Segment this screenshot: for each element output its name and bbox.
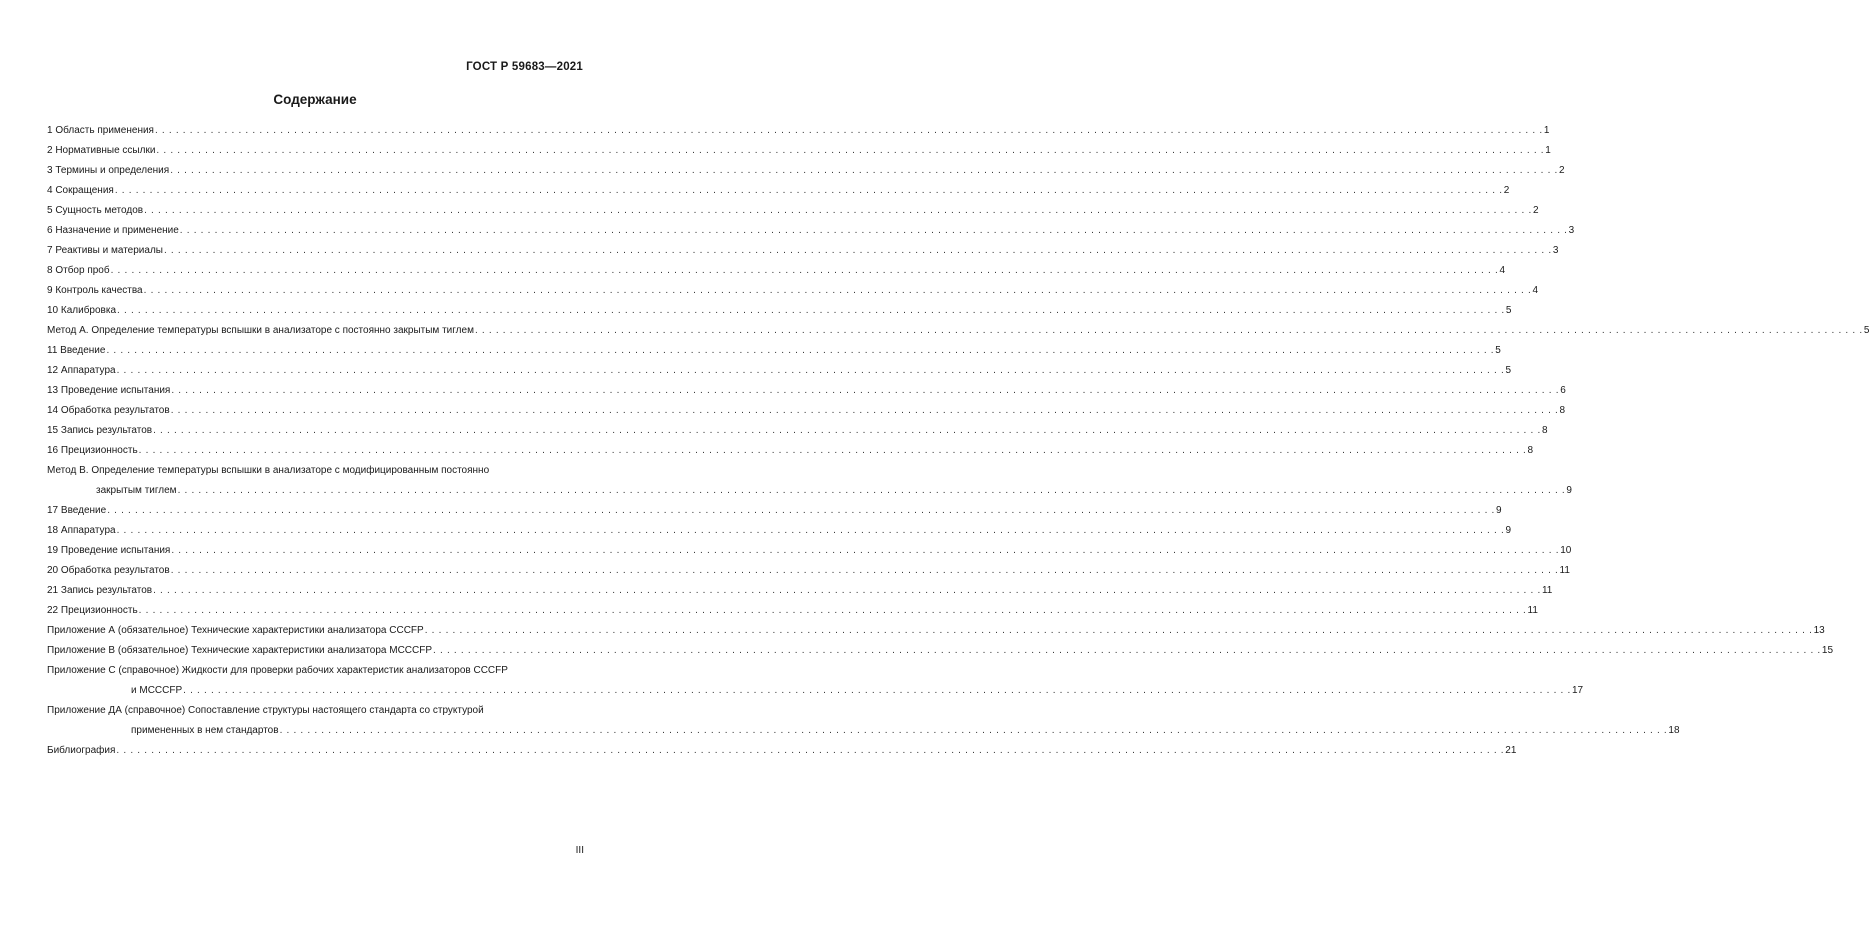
- toc-entry-page: 4: [1532, 285, 1539, 296]
- toc-entry-page: 5: [1863, 325, 1869, 336]
- toc-leader-dots: . . . . . . . . . . . . . . . . . . . . . . . . . . . . . . . . . . . . . . . . . . . . . . . . . . . . . . . . . . . . . . . . . . . . . . . . . . . . . . . . . . . . . . . . . . . . . . . . . . . . . . . . . . . . . . . . . . . . . . . . . . . . . . . . . . . . . . . . . . . . . . . . . . . . . . . . . . . . . . . . . . . . . . . . . . . . . . . . . . . . . . . . . . . . . . . . . . . . . . . .: [156, 145, 1545, 156]
- toc-entry-label: 10 Калибровка: [47, 305, 117, 316]
- toc-leader-dots: . . . . . . . . . . . . . . . . . . . . . . . . . . . . . . . . . . . . . . . . . . . . . . . . . . . . . . . . . . . . . . . . . . . . . . . . . . . . . . . . . . . . . . . . . . . . . . . . . . . . . . . . . . . . . . . . . . . . . . . . . . . . . . . . . . . . . . . . . . . . . . . . . . . . . . . . . . . . . . . . . . . . . . . . . . . . . . . . . . . . . . . . . . . . . . . . . . . . . . . .: [424, 625, 1813, 636]
- toc-entry-label: 17 Введение: [47, 505, 107, 516]
- toc-entry[interactable]: [47, 281, 1539, 301]
- toc-leader-dots: . . . . . . . . . . . . . . . . . . . . . . . . . . . . . . . . . . . . . . . . . . . . . . . . . . . . . . . . . . . . . . . . . . . . . . . . . . . . . . . . . . . . . . . . . . . . . . . . . . . . . . . . . . . . . . . . . . . . . . . . . . . . . . . . . . . . . . . . . . . . . . . . . . . . . . . . . . . . . . . . . . . . . . . . . . . . . . . . . . . . . . . . . . . . . . . . . . . . . . . .: [114, 185, 1503, 196]
- toc-entry[interactable]: [47, 561, 1570, 581]
- page-title: Содержание: [273, 92, 357, 107]
- toc-leader-dots: . . . . . . . . . . . . . . . . . . . . . . . . . . . . . . . . . . . . . . . . . . . . . . . . . . . . . . . . . . . . . . . . . . . . . . . . . . . . . . . . . . . . . . . . . . . . . . . . . . . . . . . . . . . . . . . . . . . . . . . . . . . . . . . . . . . . . . . . . . . . . . . . . . . . . . . . . . . . . . . . . . . . . . . . . . . . . . . . . . . . . . . . . . . . . . . . . . . . . . . .: [138, 605, 1527, 616]
- toc-entry-page: 8: [1541, 425, 1548, 436]
- toc-leader-dots: . . . . . . . . . . . . . . . . . . . . . . . . . . . . . . . . . . . . . . . . . . . . . . . . . . . . . . . . . . . . . . . . . . . . . . . . . . . . . . . . . . . . . . . . . . . . . . . . . . . . . . . . . . . . . . . . . . . . . . . . . . . . . . . . . . . . . . . . . . . . . . . . . . . . . . . . . . . . . . . . . . . . . . . . . . . . . . . . . . . . . . . . . . . . . . . . . . . . . . . .: [110, 265, 1499, 276]
- toc-entry-label: Приложение В (обязательное) Технические характеристики анализатора MCCCFP: [47, 645, 433, 656]
- toc-entry-label: 7 Реактивы и материалы: [47, 245, 163, 256]
- toc-entry-page: 9: [1496, 505, 1502, 516]
- toc-leader-dots: . . . . . . . . . . . . . . . . . . . . . . . . . . . . . . . . . . . . . . . . . . . . . . . . . . . . . . . . . . . . . . . . . . . . . . . . . . . . . . . . . . . . . . . . . . . . . . . . . . . . . . . . . . . . . . . . . . . . . . . . . . . . . . . . . . . . . . . . . . . . . . . . . . . . . . . . . . . . . . . . . . . . . . . . . . . . . . . . . . . . . . . . . . . . . . . . . . . . . . . .: [117, 305, 1505, 316]
- toc-leader-dots: . . . . . . . . . . . . . . . . . . . . . . . . . . . . . . . . . . . . . . . . . . . . . . . . . . . . . . . . . . . . . . . . . . . . . . . . . . . . . . . . . . . . . . . . . . . . . . . . . . . . . . . . . . . . . . . . . . . . . . . . . . . . . . . . . . . . . . . . . . . . . . . . . . . . . . . . . . . . . . . . . . . . . . . . . . . . . . . . . . . . . . . . . . . . . . . . . . . . . . . .: [170, 565, 1559, 576]
- standard-code: ГОСТ Р 59683—2021: [466, 61, 583, 73]
- toc-entry[interactable]: [47, 601, 1538, 621]
- toc-entry[interactable]: [47, 721, 1680, 741]
- toc-entry-label: Метод А. Определение температуры вспышки в анализаторе с постоянно закрытым тиглем: [47, 325, 474, 336]
- toc-entry-page: 3: [1552, 245, 1559, 256]
- toc-entry-page: 2: [1503, 185, 1510, 196]
- toc-entry-heading: Приложение С (справочное) Жидкости для проверки рабочих характеристик анализаторов CCCFP: [47, 665, 508, 676]
- toc-entry-label: 4 Сокращения: [47, 185, 114, 196]
- toc-entry-page: 11: [1527, 605, 1538, 616]
- toc-entry-label: 11 Введение: [47, 345, 106, 356]
- toc-entry-label: примененных в нем стандартов: [131, 725, 279, 736]
- toc-leader-dots: . . . . . . . . . . . . . . . . . . . . . . . . . . . . . . . . . . . . . . . . . . . . . . . . . . . . . . . . . . . . . . . . . . . . . . . . . . . . . . . . . . . . . . . . . . . . . . . . . . . . . . . . . . . . . . . . . . . . . . . . . . . . . . . . . . . . . . . . . . . . . . . . . . . . . . . . . . . . . . . . . . . . . . . . . . . . . . . . . . . . . . . . . . . . . . . . . . . . . . . .: [153, 425, 1541, 436]
- toc-leader-dots: . . . . . . . . . . . . . . . . . . . . . . . . . . . . . . . . . . . . . . . . . . . . . . . . . . . . . . . . . . . . . . . . . . . . . . . . . . . . . . . . . . . . . . . . . . . . . . . . . . . . . . . . . . . . . . . . . . . . . . . . . . . . . . . . . . . . . . . . . . . . . . . . . . . . . . . . . . . . . . . . . . . . . . . . . . . . . . . . . . . . . . . . . . . . . . . . . . . . . . . .: [143, 285, 1532, 296]
- toc-entry-label: 8 Отбор проб: [47, 265, 110, 276]
- toc-leader-dots: . . . . . . . . . . . . . . . . . . . . . . . . . . . . . . . . . . . . . . . . . . . . . . . . . . . . . . . . . . . . . . . . . . . . . . . . . . . . . . . . . . . . . . . . . . . . . . . . . . . . . . . . . . . . . . . . . . . . . . . . . . . . . . . . . . . . . . . . . . . . . . . . . . . . . . . . . . . . . . . . . . . . . . . . . . . . . . . . . . . . . . . . . . . . . . . . . . . . . . . .: [107, 505, 1496, 516]
- toc-entry-page: 11: [1541, 585, 1553, 596]
- toc-leader-dots: . . . . . . . . . . . . . . . . . . . . . . . . . . . . . . . . . . . . . . . . . . . . . . . . . . . . . . . . . . . . . . . . . . . . . . . . . . . . . . . . . . . . . . . . . . . . . . . . . . . . . . . . . . . . . . . . . . . . . . . . . . . . . . . . . . . . . . . . . . . . . . . . . . . . . . . . . . . . . . . . . . . . . . . . . . . . . . . . . . . . . . . . . . . . . . . . . . . . . . . .: [154, 125, 1543, 136]
- toc-leader-dots: . . . . . . . . . . . . . . . . . . . . . . . . . . . . . . . . . . . . . . . . . . . . . . . . . . . . . . . . . . . . . . . . . . . . . . . . . . . . . . . . . . . . . . . . . . . . . . . . . . . . . . . . . . . . . . . . . . . . . . . . . . . . . . . . . . . . . . . . . . . . . . . . . . . . . . . . . . . . . . . . . . . . . . . . . . . . . . . . . . . . . . . . . . . . . . . . . . . . . . . .: [279, 725, 1668, 736]
- toc-entry-page: 4: [1499, 265, 1506, 276]
- toc-leader-dots: . . . . . . . . . . . . . . . . . . . . . . . . . . . . . . . . . . . . . . . . . . . . . . . . . . . . . . . . . . . . . . . . . . . . . . . . . . . . . . . . . . . . . . . . . . . . . . . . . . . . . . . . . . . . . . . . . . . . . . . . . . . . . . . . . . . . . . . . . . . . . . . . . . . . . . . . . . . . . . . . . . . . . . . . . . . . . . . . . . . . . . . . . . . . . . . . . . . . . . . .: [138, 445, 1527, 456]
- toc-entry-page: 2: [1559, 165, 1565, 176]
- toc-entry-label: Приложение А (обязательное) Технические характеристики анализатора CCCFP: [47, 625, 424, 636]
- toc-entry[interactable]: [47, 581, 1553, 601]
- toc-leader-dots: . . . . . . . . . . . . . . . . . . . . . . . . . . . . . . . . . . . . . . . . . . . . . . . . . . . . . . . . . . . . . . . . . . . . . . . . . . . . . . . . . . . . . . . . . . . . . . . . . . . . . . . . . . . . . . . . . . . . . . . . . . . . . . . . . . . . . . . . . . . . . . . . . . . . . . . . . . . . . . . . . . . . . . . . . . . . . . . . . . . . . . . . . . . . . . . . . . . . . . . .: [177, 485, 1566, 496]
- toc-entry[interactable]: [47, 221, 1575, 241]
- toc-entry-label: 3 Термины и определения: [47, 165, 170, 176]
- toc-entry[interactable]: [47, 141, 1551, 161]
- toc-entry-page: 3: [1568, 225, 1575, 236]
- page-number: III: [575, 845, 584, 856]
- toc-entry[interactable]: [47, 121, 1550, 141]
- toc-entry-page: 9: [1566, 485, 1572, 496]
- toc-entry-label: 22 Прецизионность: [47, 605, 138, 616]
- toc-entry[interactable]: [47, 321, 1869, 341]
- toc-entry[interactable]: [47, 261, 1506, 281]
- toc-entry-page: 11: [1559, 565, 1570, 576]
- toc-leader-dots: . . . . . . . . . . . . . . . . . . . . . . . . . . . . . . . . . . . . . . . . . . . . . . . . . . . . . . . . . . . . . . . . . . . . . . . . . . . . . . . . . . . . . . . . . . . . . . . . . . . . . . . . . . . . . . . . . . . . . . . . . . . . . . . . . . . . . . . . . . . . . . . . . . . . . . . . . . . . . . . . . . . . . . . . . . . . . . . . . . . . . . . . . . . . . . . . . . . . . . . .: [179, 225, 1568, 236]
- toc-leader-dots: . . . . . . . . . . . . . . . . . . . . . . . . . . . . . . . . . . . . . . . . . . . . . . . . . . . . . . . . . . . . . . . . . . . . . . . . . . . . . . . . . . . . . . . . . . . . . . . . . . . . . . . . . . . . . . . . . . . . . . . . . . . . . . . . . . . . . . . . . . . . . . . . . . . . . . . . . . . . . . . . . . . . . . . . . . . . . . . . . . . . . . . . . . . . . . . . . . . . . . . .: [163, 245, 1552, 256]
- toc-entry[interactable]: [47, 501, 1502, 521]
- toc-entry-page: 6: [1560, 385, 1566, 396]
- toc-entry-label: 2 Нормативные ссылки: [47, 145, 156, 156]
- toc-leader-dots: . . . . . . . . . . . . . . . . . . . . . . . . . . . . . . . . . . . . . . . . . . . . . . . . . . . . . . . . . . . . . . . . . . . . . . . . . . . . . . . . . . . . . . . . . . . . . . . . . . . . . . . . . . . . . . . . . . . . . . . . . . . . . . . . . . . . . . . . . . . . . . . . . . . . . . . . . . . . . . . . . . . . . . . . . . . . . . . . . . . . . . . . . . . . . . . . . . . . . . . .: [116, 365, 1505, 376]
- toc-entry-label: 20 Обработка результатов: [47, 565, 170, 576]
- toc-leader-dots: . . . . . . . . . . . . . . . . . . . . . . . . . . . . . . . . . . . . . . . . . . . . . . . . . . . . . . . . . . . . . . . . . . . . . . . . . . . . . . . . . . . . . . . . . . . . . . . . . . . . . . . . . . . . . . . . . . . . . . . . . . . . . . . . . . . . . . . . . . . . . . . . . . . . . . . . . . . . . . . . . . . . . . . . . . . . . . . . . . . . . . . . . . . . . . . . . . . . . . . .: [170, 165, 1559, 176]
- toc-entry-heading: Приложение ДА (справочное) Сопоставление структуры настоящего стандарта со структурой: [47, 705, 484, 716]
- toc-entry-label: 16 Прецизионность: [47, 445, 138, 456]
- toc-entry-page: 8: [1559, 405, 1566, 416]
- toc-entry-label: 18 Аппаратура: [47, 525, 116, 536]
- toc-entry-page: 15: [1821, 645, 1834, 656]
- toc-entry-page: 1: [1543, 125, 1550, 136]
- toc-leader-dots: . . . . . . . . . . . . . . . . . . . . . . . . . . . . . . . . . . . . . . . . . . . . . . . . . . . . . . . . . . . . . . . . . . . . . . . . . . . . . . . . . . . . . . . . . . . . . . . . . . . . . . . . . . . . . . . . . . . . . . . . . . . . . . . . . . . . . . . . . . . . . . . . . . . . . . . . . . . . . . . . . . . . . . . . . . . . . . . . . . . . . . . . . . . . . . . . . . . . . . . .: [183, 685, 1571, 696]
- toc-entry[interactable]: [47, 301, 1512, 321]
- table-of-contents: [47, 121, 1869, 761]
- toc-entry[interactable]: [47, 341, 1501, 361]
- toc-entry[interactable]: [47, 741, 1517, 761]
- toc-entry[interactable]: [47, 481, 1572, 501]
- toc-entry[interactable]: [47, 441, 1534, 461]
- toc-entry[interactable]: [47, 201, 1539, 221]
- toc-entry-page: 8: [1527, 445, 1534, 456]
- toc-entry-page: 17: [1572, 685, 1584, 696]
- toc-leader-dots: . . . . . . . . . . . . . . . . . . . . . . . . . . . . . . . . . . . . . . . . . . . . . . . . . . . . . . . . . . . . . . . . . . . . . . . . . . . . . . . . . . . . . . . . . . . . . . . . . . . . . . . . . . . . . . . . . . . . . . . . . . . . . . . . . . . . . . . . . . . . . . . . . . . . . . . . . . . . . . . . . . . . . . . . . . . . . . . . . . . . . . . . . . . . . . . . . . . . . . . .: [474, 325, 1863, 336]
- toc-entry-page: 1: [1545, 145, 1551, 156]
- toc-entry-label: 21 Запись результатов: [47, 585, 153, 596]
- toc-entry-page: 2: [1532, 205, 1539, 216]
- toc-entry[interactable]: [47, 361, 1511, 381]
- toc-entry-label: 15 Запись результатов: [47, 425, 153, 436]
- toc-entry-label: 5 Сущность методов: [47, 205, 144, 216]
- toc-entry[interactable]: [47, 521, 1511, 541]
- toc-entry-page: 10: [1560, 545, 1572, 556]
- toc-leader-dots: . . . . . . . . . . . . . . . . . . . . . . . . . . . . . . . . . . . . . . . . . . . . . . . . . . . . . . . . . . . . . . . . . . . . . . . . . . . . . . . . . . . . . . . . . . . . . . . . . . . . . . . . . . . . . . . . . . . . . . . . . . . . . . . . . . . . . . . . . . . . . . . . . . . . . . . . . . . . . . . . . . . . . . . . . . . . . . . . . . . . . . . . . . . . . . . . . . . . . . . .: [171, 545, 1560, 556]
- toc-entry[interactable]: [47, 181, 1510, 201]
- toc-entry[interactable]: [47, 381, 1566, 401]
- toc-entry[interactable]: [47, 641, 1834, 661]
- toc-entry-page: 5: [1505, 365, 1511, 376]
- toc-entry-label: 9 Контроль качества: [47, 285, 143, 296]
- toc-leader-dots: . . . . . . . . . . . . . . . . . . . . . . . . . . . . . . . . . . . . . . . . . . . . . . . . . . . . . . . . . . . . . . . . . . . . . . . . . . . . . . . . . . . . . . . . . . . . . . . . . . . . . . . . . . . . . . . . . . . . . . . . . . . . . . . . . . . . . . . . . . . . . . . . . . . . . . . . . . . . . . . . . . . . . . . . . . . . . . . . . . . . . . . . . . . . . . . . . . . . . . . .: [153, 585, 1541, 596]
- toc-leader-dots: . . . . . . . . . . . . . . . . . . . . . . . . . . . . . . . . . . . . . . . . . . . . . . . . . . . . . . . . . . . . . . . . . . . . . . . . . . . . . . . . . . . . . . . . . . . . . . . . . . . . . . . . . . . . . . . . . . . . . . . . . . . . . . . . . . . . . . . . . . . . . . . . . . . . . . . . . . . . . . . . . . . . . . . . . . . . . . . . . . . . . . . . . . . . . . . . . . . . . . . .: [144, 205, 1532, 216]
- toc-entry-label: Библиография: [47, 745, 116, 756]
- toc-entry[interactable]: [47, 161, 1565, 181]
- toc-entry[interactable]: [47, 241, 1559, 261]
- toc-entry-label: 19 Проведение испытания: [47, 545, 171, 556]
- toc-entry-page: 18: [1668, 725, 1680, 736]
- toc-entry-label: закрытым тиглем: [96, 485, 177, 496]
- toc-leader-dots: . . . . . . . . . . . . . . . . . . . . . . . . . . . . . . . . . . . . . . . . . . . . . . . . . . . . . . . . . . . . . . . . . . . . . . . . . . . . . . . . . . . . . . . . . . . . . . . . . . . . . . . . . . . . . . . . . . . . . . . . . . . . . . . . . . . . . . . . . . . . . . . . . . . . . . . . . . . . . . . . . . . . . . . . . . . . . . . . . . . . . . . . . . . . . . . . . . . . . . . .: [171, 385, 1560, 396]
- toc-leader-dots: . . . . . . . . . . . . . . . . . . . . . . . . . . . . . . . . . . . . . . . . . . . . . . . . . . . . . . . . . . . . . . . . . . . . . . . . . . . . . . . . . . . . . . . . . . . . . . . . . . . . . . . . . . . . . . . . . . . . . . . . . . . . . . . . . . . . . . . . . . . . . . . . . . . . . . . . . . . . . . . . . . . . . . . . . . . . . . . . . . . . . . . . . . . . . . . . . . . . . . . .: [106, 345, 1495, 356]
- toc-entry-label: 12 Аппаратура: [47, 365, 116, 376]
- toc-leader-dots: . . . . . . . . . . . . . . . . . . . . . . . . . . . . . . . . . . . . . . . . . . . . . . . . . . . . . . . . . . . . . . . . . . . . . . . . . . . . . . . . . . . . . . . . . . . . . . . . . . . . . . . . . . . . . . . . . . . . . . . . . . . . . . . . . . . . . . . . . . . . . . . . . . . . . . . . . . . . . . . . . . . . . . . . . . . . . . . . . . . . . . . . . . . . . . . . . . . . . . . .: [433, 645, 1821, 656]
- toc-entry-label: и MCCCFP: [131, 685, 183, 696]
- toc-entry-label: 13 Проведение испытания: [47, 385, 171, 396]
- toc-entry-label: 6 Назначение и применение: [47, 225, 179, 236]
- toc-entry-page: 9: [1505, 525, 1511, 536]
- toc-leader-dots: . . . . . . . . . . . . . . . . . . . . . . . . . . . . . . . . . . . . . . . . . . . . . . . . . . . . . . . . . . . . . . . . . . . . . . . . . . . . . . . . . . . . . . . . . . . . . . . . . . . . . . . . . . . . . . . . . . . . . . . . . . . . . . . . . . . . . . . . . . . . . . . . . . . . . . . . . . . . . . . . . . . . . . . . . . . . . . . . . . . . . . . . . . . . . . . . . . . . . . . .: [116, 745, 1505, 756]
- toc-entry-page: 5: [1505, 305, 1512, 316]
- toc-leader-dots: . . . . . . . . . . . . . . . . . . . . . . . . . . . . . . . . . . . . . . . . . . . . . . . . . . . . . . . . . . . . . . . . . . . . . . . . . . . . . . . . . . . . . . . . . . . . . . . . . . . . . . . . . . . . . . . . . . . . . . . . . . . . . . . . . . . . . . . . . . . . . . . . . . . . . . . . . . . . . . . . . . . . . . . . . . . . . . . . . . . . . . . . . . . . . . . . . . . . . . . .: [170, 405, 1559, 416]
- toc-entry[interactable]: [47, 681, 1584, 701]
- toc-entry[interactable]: [47, 621, 1825, 641]
- toc-entry-heading: Метод В. Определение температуры вспышки в анализаторе с модифицированным постоянно: [47, 465, 490, 476]
- toc-entry-page: 5: [1495, 345, 1501, 356]
- toc-entry-label: 1 Область применения: [47, 125, 154, 136]
- toc-entry-label: 14 Обработка результатов: [47, 405, 170, 416]
- toc-entry[interactable]: [47, 421, 1548, 441]
- toc-entry[interactable]: [47, 401, 1566, 421]
- toc-entry-page: 21: [1505, 745, 1517, 756]
- toc-entry[interactable]: [47, 541, 1572, 561]
- toc-leader-dots: . . . . . . . . . . . . . . . . . . . . . . . . . . . . . . . . . . . . . . . . . . . . . . . . . . . . . . . . . . . . . . . . . . . . . . . . . . . . . . . . . . . . . . . . . . . . . . . . . . . . . . . . . . . . . . . . . . . . . . . . . . . . . . . . . . . . . . . . . . . . . . . . . . . . . . . . . . . . . . . . . . . . . . . . . . . . . . . . . . . . . . . . . . . . . . . . . . . . . . . .: [116, 525, 1505, 536]
- toc-entry-page: 13: [1813, 625, 1825, 636]
